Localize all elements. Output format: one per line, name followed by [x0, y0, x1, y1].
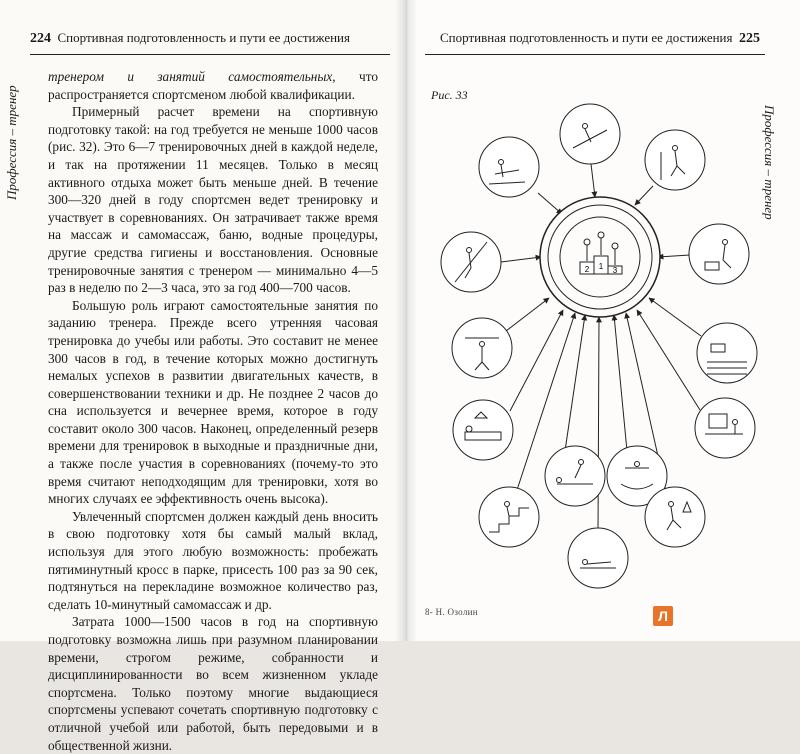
right-header-rule [425, 54, 765, 55]
spoke-arrow-14 [598, 317, 599, 534]
figure-33-diagram [425, 112, 775, 592]
spoke-arrow-7 [649, 298, 701, 336]
activity-stretching [568, 528, 628, 588]
spoke-arrow-3 [635, 186, 653, 205]
paragraph-4: Увлеченный спортсмен должен каждый день вносить в свою подготовку хотя бы самый малый вклад, используя для этого любую возможность: пробежать пятиминутный кросс в парке, присесть 100 раз за 90 сек, подтянуться на перекладине возможное количество раз, сделать 10-минутный самомассаж и др. [48, 508, 378, 612]
podium-number-1: 1 [598, 262, 604, 271]
activity-classroom-study [697, 323, 757, 383]
figure-label: Рис. 33 [431, 88, 468, 102]
left-body-text [48, 68, 378, 754]
left-page-number: 224 [30, 31, 51, 46]
right-page-number: 225 [739, 31, 760, 46]
publisher-logo: Л [653, 606, 673, 626]
spoke-arrow-2 [591, 164, 595, 197]
activity-pole-vault [441, 232, 501, 292]
spoke-arrow-1 [538, 193, 562, 214]
center-hub [540, 197, 660, 317]
activity-hurdles [689, 224, 749, 284]
spoke-arrow-11 [614, 315, 627, 451]
spoke-arrow-5 [658, 255, 690, 257]
paragraph-3: Большую роль играют самостоятельные занятия по заданию тренера. Прежде всего утренняя часовая тренировка до учебы или работы. Это составит не менее 300 часов в год, в течение которых можно достигнуть немалых успехов в развитии двигательных качеств, в совершенствовании техники и др. Не позднее 2 часов до сна используется и вечернее время, которое в году составит около 300 часов. Наконец, определенный резерв времени для тренировок в выходные и праздничные дни, а также после участия в соревнованиях (почему-то это время считают неподходящим для тренировки, хотя во многих случаях ее эффективность очень высока). [48, 297, 378, 507]
paragraph-2: Примерный расчет времени на спортивную подготовку такой: на год требуется не меньше 1000 часов (рис. 32). Это 6—7 тренировочных дней в каждой неделе, и так на протяжении 11 месяцев. Только в месяц активного отдыха может быть меньше дней. В течение 300—320 дней в году спортсмен ведет тренировку и участвует в соревнованиях. Он затрачивает также время на массаж и самомассаж, баню, водные процедуры, другие средства гигиены и восстановления. Основные тренировочные занятия с тренером — минимально 4—5 раз в неделю по 2—3 часа, это за год 400—700 часов. [48, 104, 378, 296]
activity-stair-training [479, 487, 539, 547]
left-header-rule [30, 54, 390, 55]
activity-sleep-rest [453, 400, 513, 460]
activity-sprint-running [645, 130, 705, 190]
spoke-arrow-9 [637, 310, 700, 410]
activity-cross-country-running [645, 487, 705, 547]
paragraph-1 [48, 68, 378, 103]
left-page-title: Спортивная подготовленность и пути ее достижения [57, 30, 350, 45]
spoke-arrow-6 [506, 298, 549, 331]
signature-footnote: 8- Н. Озолин [425, 607, 478, 617]
paragraph-1-text: , что распространяется спортсменом любой квалификации. [48, 69, 378, 102]
right-side-label: Профессия – тренер [762, 105, 777, 220]
activity-massage [545, 446, 605, 506]
activity-ski-jumping [560, 104, 620, 164]
podium-number-3: 3 [612, 266, 618, 275]
activity-computer-work [695, 398, 755, 458]
paragraph-1-italic: тренером и занятий самостоятельных [48, 69, 333, 84]
right-page [405, 0, 800, 641]
right-page-header [440, 30, 760, 47]
paragraph-5: Затрата 1000—1500 часов в год на спортивную подготовку возможна лишь при разумном планировании времени, строгом режиме, собранности и дисциплинированности во всем жизненном укладе спортсмена. Только поэтому многие выдающиеся спортсмены успевают сочетать спортивную подготовку с отличной учебой или работой, быть передовыми и в общественной жизни. [48, 614, 378, 753]
left-page-header [30, 30, 350, 47]
activity-cross-country-skiing [479, 137, 539, 197]
spoke-arrow-4 [501, 257, 541, 262]
podium-number-2: 2 [584, 265, 590, 274]
activity-weightlifting [452, 318, 512, 378]
spoke-arrow-8 [510, 310, 563, 411]
left-side-label: Профессия – тренер [4, 85, 19, 200]
right-page-title: Спортивная подготовленность и пути ее достижения [440, 30, 733, 45]
